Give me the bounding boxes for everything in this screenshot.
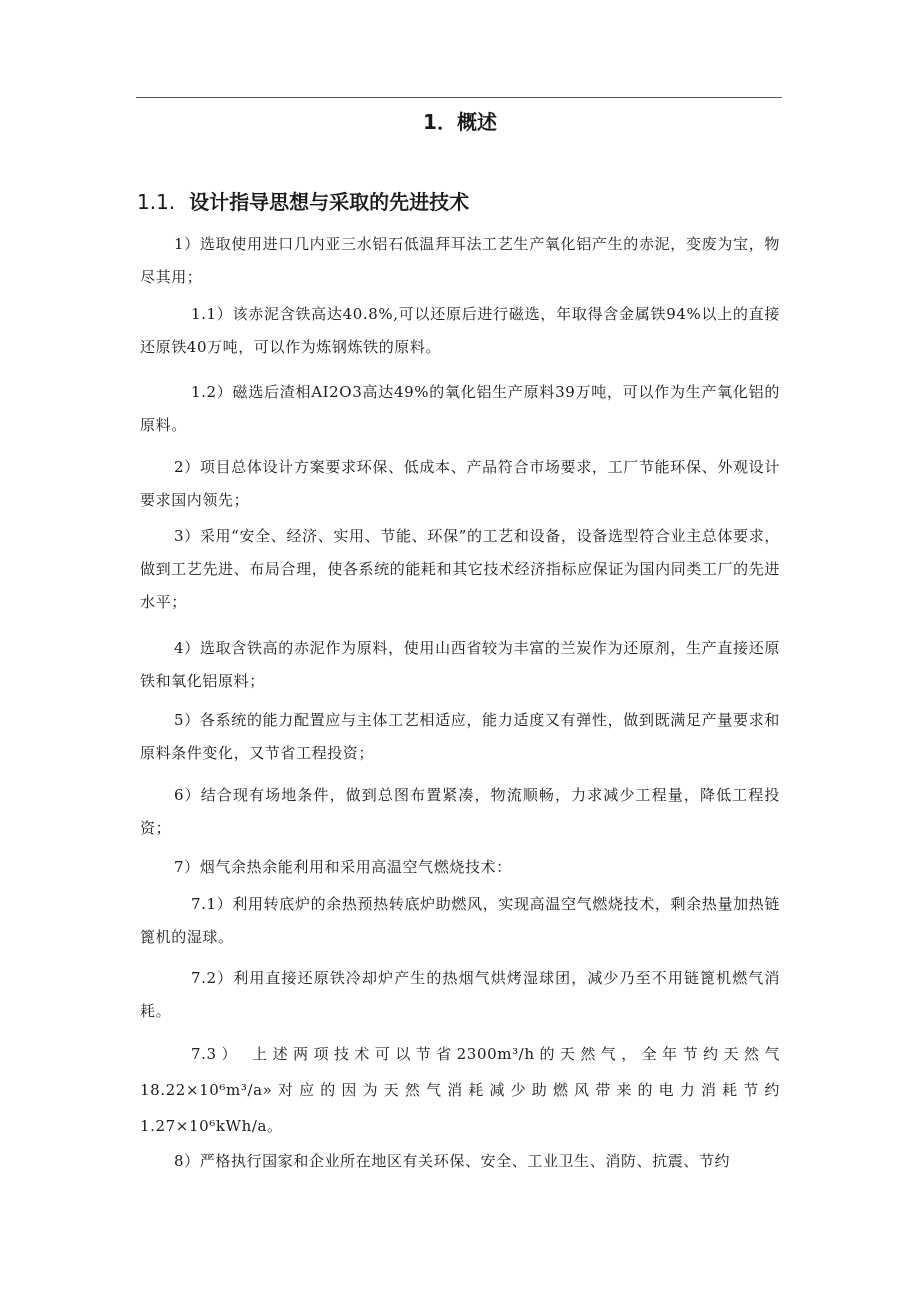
paragraph-7-2: 7.2）利用直接还原铁冷却炉产生的热烟气烘烤湿球团，减少乃至不用链篦机燃气消耗。 [140, 969, 780, 1020]
chapter-title [0, 108, 920, 136]
section-title [137, 188, 469, 216]
paragraph-7-1: 7.1）利用转底炉的余热预热转底炉助燃风，实现高温空气燃烧技术，剩余热量加热链篦机的湿球。 [140, 895, 780, 946]
paragraph-2: 2）项目总体设计方案要求环保、低成本、产品符合市场要求，工厂节能环保、外观设计要求国内领先； [140, 458, 780, 509]
paragraph-4: 4）选取含铁高的赤泥作为原料，使用山西省较为丰富的兰炭作为还原剂，生产直接还原铁和氧化铝原料； [140, 639, 780, 690]
paragraph-7-3: 7.3） 上述两项技术可以节省2300m³/h的天然气，全年节约天然气18.22×10⁶m³/a»对应的因为天然气消耗减少助燃风带来的电力消耗节约1.27×10⁶kWh/a。 [140, 1045, 780, 1135]
paragraph-7: 7）烟气余热余能利用和采用高温空气燃烧技术： [174, 858, 512, 876]
header-rule [136, 97, 782, 98]
section-title-text: 设计指导思想与采取的先进技术 [189, 190, 470, 214]
section-number: 1.1. [137, 190, 176, 214]
chapter-title-text: ．概述 [436, 110, 497, 134]
paragraph-6: 6）结合现有场地条件，做到总图布置紧凑，物流顺畅，力求减少工程量，降低工程投资； [140, 786, 780, 837]
paragraph-3: 3）采用“安全、经济、实用、节能、环保”的工艺和设备，设备选型符合业主总体要求，做到工艺先进、布局合理，使各系统的能耗和其它技术经济指标应保证为国内同类工厂的先进水平； [140, 527, 780, 611]
paragraph-5: 5）各系统的能力配置应与主体工艺相适应，能力适度又有弹性，做到既满足产量要求和原料条件变化，又节省工程投资； [140, 711, 780, 762]
paragraph-1: 1）选取使用进口几内亚三水铝石低温拜耳法工艺生产氧化铝产生的赤泥，变废为宝，物尽其用； [140, 235, 780, 286]
paragraph-1-1: 1.1）该赤泥含铁高达40.8%,可以还原后进行磁选，年取得含金属铁94%以上的直接还原铁40万吨，可以作为炼钢炼铁的原料。 [140, 305, 780, 356]
paragraph-1-2: 1.2）磁选后渣相AI2O3高达49%的氧化铝生产原料39万吨，可以作为生产氧化铝的原料。 [140, 383, 780, 434]
chapter-number: 1 [423, 110, 437, 134]
paragraph-8: 8）严格执行国家和企业所在地区有关环保、安全、工业卫生、消防、抗震、节约 [174, 1152, 731, 1170]
